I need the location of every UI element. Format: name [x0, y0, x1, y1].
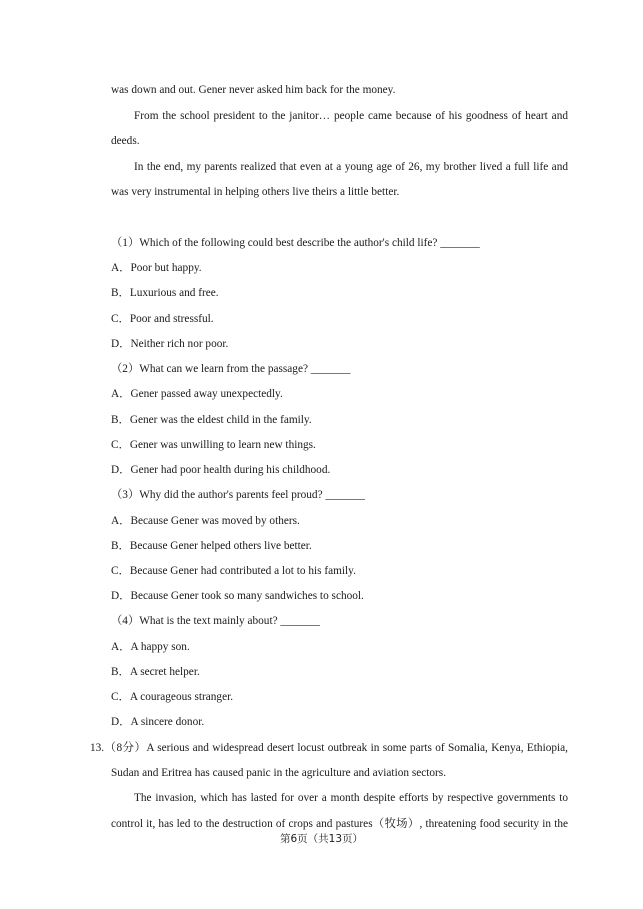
- answer-option: A．Because Gener was moved by others.: [111, 515, 300, 527]
- answer-option: D．Gener had poor health during his childhood.: [111, 464, 331, 476]
- answer-option: D．Because Gener took so many sandwiches to school.: [111, 590, 364, 602]
- passage-line: deeds.: [111, 135, 140, 147]
- passage-line: In the end, my parents realized that even at a young age of 26, my brother lived a full life and: [134, 161, 568, 173]
- q13-line: Sudan and Eritrea has caused panic in the agriculture and aviation sectors.: [111, 767, 447, 779]
- question-stem: （4）What is the text mainly about? _______: [111, 615, 320, 627]
- q13-line: The invasion, which has lasted for over a month despite efforts by respective governments to: [134, 792, 568, 804]
- passage-line: was down and out. Gener never asked him back for the money.: [111, 84, 396, 96]
- answer-option: C．Gener was unwilling to learn new things.: [111, 439, 316, 451]
- passage-line: was very instrumental in helping others live theirs a little better.: [111, 186, 400, 198]
- answer-option: C．Poor and stressful.: [111, 313, 214, 325]
- answer-option: B．Because Gener helped others live better.: [111, 540, 312, 552]
- answer-option: A．A happy son.: [111, 641, 190, 653]
- answer-option: A．Gener passed away unexpectedly.: [111, 388, 283, 400]
- answer-option: A．Poor but happy.: [111, 262, 202, 274]
- q13-line: control it, has led to the destruction of crops and pastures（牧场）, threatening food security in the: [111, 818, 568, 830]
- page-number: 第6页（共13页）: [279, 833, 364, 845]
- question-stem: （3）Why did the author's parents feel proud? _______: [111, 489, 365, 501]
- answer-option: D．A sincere donor.: [111, 716, 205, 728]
- answer-option: C．A courageous stranger.: [111, 691, 234, 703]
- question-stem: （2）What can we learn from the passage? _______: [111, 363, 351, 375]
- answer-option: B．A secret helper.: [111, 666, 200, 678]
- answer-option: B．Gener was the eldest child in the family.: [111, 414, 312, 426]
- passage-line: From the school president to the janitor… people came because of his goodness of heart and: [134, 110, 568, 122]
- answer-option: D．Neither rich nor poor.: [111, 338, 229, 350]
- answer-option: C．Because Gener had contributed a lot to his family.: [111, 565, 356, 577]
- question-stem: （1）Which of the following could best describe the author's child life? _______: [111, 237, 480, 249]
- answer-option: B．Luxurious and free.: [111, 287, 219, 299]
- q13-line: 13.（8分）A serious and widespread desert locust outbreak in some parts of Somalia, Kenya, Ethiopia,: [90, 742, 568, 754]
